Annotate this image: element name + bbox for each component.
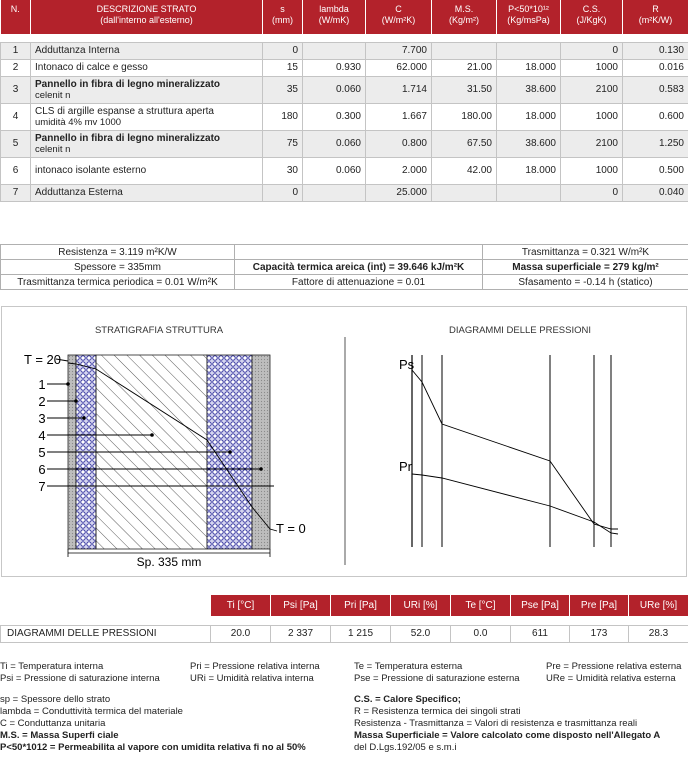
t-inner-label: T = 20 xyxy=(24,352,61,367)
header-ti: Ti [°C] xyxy=(211,595,271,616)
t-outer-label: T = 0 xyxy=(276,521,306,536)
table-row: 7 Adduttanza Esterna 0 25.000 0 0.040 xyxy=(1,184,688,201)
summary-trasmittanza-periodica: Trasmittanza termica periodica = 0.01 W/m²K xyxy=(1,275,235,290)
layer-label: 6 xyxy=(38,462,46,477)
summary-fattore: Fattore di attenuazione = 0.01 xyxy=(235,275,483,290)
stratigrafia-title: STRATIGRAFIA STRUTTURA xyxy=(94,325,224,336)
diagram-box xyxy=(1,306,687,577)
header-ms: M.S. (Kg/m²) xyxy=(432,0,497,34)
legend-col3: Te = Temperatura esterna Pse = Pressione di saturazione esterna xyxy=(354,661,520,684)
header-permeability: P<50*10¹² (Kg/msPa) xyxy=(497,0,561,34)
layer-label: 4 xyxy=(38,428,46,443)
header-lambda: lambda (W/mK) xyxy=(303,0,366,34)
pr-line xyxy=(412,474,618,534)
table-row: 6 intonaco isolante esterno 30 0.060 2.000 42.00 18.000 1000 0.500 xyxy=(1,157,688,184)
layer-label: 5 xyxy=(38,445,46,460)
header-r: R (m²K/W) xyxy=(623,0,688,34)
ps-label: Ps xyxy=(399,357,415,372)
table-row: 2 Intonaco di calce e gesso 15 0.930 62.000 21.00 18.000 1000 0.016 xyxy=(1,59,688,76)
layer-label: 2 xyxy=(38,394,46,409)
layers-table xyxy=(0,0,688,202)
summary-sfasamento: Sfasamento = -0.14 h (statico) xyxy=(483,275,688,290)
pressioni-title: DIAGRAMMI DELLE PRESSIONI xyxy=(448,325,592,336)
header-s: s (mm) xyxy=(263,0,303,34)
table-row: 5 Pannello in fibra di legno mineralizzato celenit n 75 0.060 0.800 67.50 38.600 2100 1.250 xyxy=(1,130,688,157)
summary-capacita: Capacità termica areica (int) = 39.646 kJ/m²K xyxy=(235,260,483,275)
table-row: 3 Pannello in fibra di legno mineralizzato celenit n 35 0.060 1.714 31.50 38.600 2100 0.583 xyxy=(1,76,688,103)
header-te: Te [°C] xyxy=(451,595,511,616)
header-pse: Pse [Pa] xyxy=(511,595,570,616)
header-pre: Pre [Pa] xyxy=(570,595,629,616)
header-psi: Psi [Pa] xyxy=(271,595,331,616)
header-n: N. xyxy=(1,0,31,34)
header-pri: Pri [Pa] xyxy=(331,595,391,616)
legend-col4: Pre = Pressione relativa esterna URe = Umidità relativa esterna xyxy=(546,661,682,684)
legend-col1: Ti = Temperatura interna Psi = Pressione di saturazione interna xyxy=(0,661,160,684)
summary-spessore: Spessore = 335mm xyxy=(1,260,235,275)
pressure-table xyxy=(0,595,688,643)
summary-trasmittanza: Trasmittanza = 0.321 W/m²K xyxy=(483,245,688,260)
pr-label: Pr xyxy=(399,459,412,474)
table-row: 1 Adduttanza Interna 0 7.700 0 0.130 xyxy=(1,42,688,59)
ps-line xyxy=(412,370,618,529)
layers-header-row xyxy=(1,0,688,34)
header-ure: URe [%] xyxy=(629,595,688,616)
summary-table xyxy=(0,244,688,290)
table-row: DIAGRAMMI DELLE PRESSIONI 20.0 2 337 1 215 52.0 0.0 611 173 28.3 xyxy=(1,625,688,642)
legend-col2: Pri = Pressione relativa interna URi = Umidità relativa interna xyxy=(190,661,320,684)
layer-label: 7 xyxy=(38,479,46,494)
layer-label: 3 xyxy=(38,411,46,426)
pressure-diagram xyxy=(412,355,618,547)
header-uri: URi [%] xyxy=(391,595,451,616)
layer-label: 1 xyxy=(38,377,46,392)
header-c: C (W/m²K) xyxy=(366,0,432,34)
legend-left-block: sp = Spessore dello strato lambda = Conduttività termica del materiale C = Conduttanza unitaria M.S. = Massa Superfi ciale P<50*1012 = Permeabilita al vapore con umidita relativa fi no al 50% xyxy=(0,694,306,753)
summary-resistenza: Resistenza = 3.119 m²K/W xyxy=(1,245,235,260)
wall-section xyxy=(47,355,277,549)
layer-plaster-outer xyxy=(252,355,270,549)
table-row: 4 CLS di argille espanse a struttura aperta umidità 4% mv 1000 180 0.300 1.667 180.00 18.000 1000 0.600 xyxy=(1,103,688,130)
thickness-label: Sp. 335 mm xyxy=(136,555,202,569)
diagram-svg xyxy=(2,307,688,578)
legend-right-block: C.S. = Calore Specifico; R = Resistenza termica dei singoli strati Resistenza - Trasmittanza = Valori di resistenza e trasmittanza reali Massa Superficiale = Valore calcolato come disposto nell'Allegato A del D.Lgs.192/05 e s.m.i xyxy=(354,694,661,753)
header-cs: C.S. (J/KgK) xyxy=(561,0,623,34)
header-description: DESCRIZIONE STRATO (dall'interno all'esterno) xyxy=(31,0,263,34)
summary-massa: Massa superficiale = 279 kg/m² xyxy=(483,260,688,275)
